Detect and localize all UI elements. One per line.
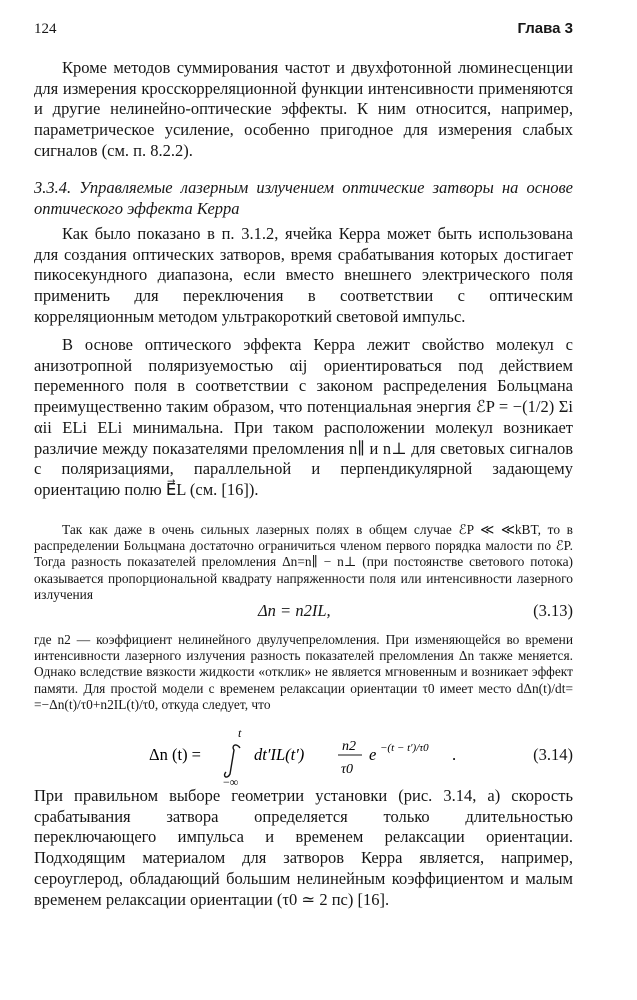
page-number: 124 xyxy=(34,21,57,37)
eq314-integrand: dt′IL(t′) xyxy=(254,745,305,764)
section-title: Управляемые лазерным излучением оптические затворы на основе оптического эффекта Керра xyxy=(34,178,574,218)
chapter-title: Глава 3 xyxy=(517,20,573,37)
paragraph-geometry: При правильном выборе геометрии установки (рис. 3.14, a) скорость срабатывания затвора определяется только длительностью переключающего импульса и временем релаксации ориентации. Подходящим материалом для затворов Керра является, например, сероуглерод, обладающий большим нелинейным коэффициентом и малым временем релаксации ориентации (τ0 ≃ 2 пс) [16]. xyxy=(34,786,573,909)
paragraph-kerr-cell: Как было показано в п. 3.1.2, ячейка Керра может быть использована для создания оптических затворов, время срабатывания которых достигает пикосекундного диапазона, если вместо внешнего электрического поля применить для переключения в соответствии с оптическим корреляционным методом ультракороткий световой импульс. xyxy=(34,224,573,326)
equation-3-14-number: (3.14) xyxy=(533,745,573,764)
equation-3-13-number: (3.13) xyxy=(533,601,573,620)
integral-sign-icon xyxy=(225,745,240,777)
eq314-fraction-denominator: τ0 xyxy=(341,762,354,777)
eq314-fraction-numerator: n2 xyxy=(342,739,356,754)
eq314-exp-base: e xyxy=(369,745,377,764)
eq314-tail: . xyxy=(452,745,457,764)
paragraph-small-boltzmann: Так как даже в очень сильных лазерных полях в общем случае ℰP ≪ ≪kBT, то в распределении Больцмана достаточно ограничиться членом первого порядка малости по ℰP. Тогда разность показателей преломления Δn=n∥ − n⊥ (при постоянстве светового потока) оказывается пропорциональной квадрату напряженности поля или интенсивности лазерного излучения xyxy=(34,522,573,602)
eq314-upper-limit: t xyxy=(238,726,242,740)
paragraph-small-n2: где n2 — коэффициент нелинейного двулучепреломления. При изменяющейся во времени интенсивности лазерного излучения разность показателей преломления Δn также меняется. Однако вследствие вязкости жидкости «отклик» не является мгновенным и возникает эффект памяти. Для простой модели с временем релаксации ориентации τ0 имеет место dΔn(t)/dt= =−Δn(t)/τ0+n2IL(t)/τ0, откуда следует, что xyxy=(34,632,573,712)
paragraph-intro: Кроме методов суммирования частот и двухфотонной люминесценции для измерения кросскорреляционной функции интенсивности применяются и другие нелинейно-оптические эффекты. К ним относится, например, параметрическое усиление, особенно пригодное для измерения слабых сигналов (см. п. 8.2.2). xyxy=(34,58,573,160)
equation-3-13 xyxy=(34,600,573,622)
eq314-exponent: −(t − t′)/τ0 xyxy=(380,742,429,754)
equation-3-13-expression: Δn = n2IL, xyxy=(258,601,331,620)
eq314-lower-limit: −∞ xyxy=(223,775,239,789)
paragraph-kerr-basis: В основе оптического эффекта Керра лежит свойство молекул с анизотропной поляризуемостью αij ориентироваться под действием переменного поля в соответствии с законом распределения Больцмана преимущественно таким образом, что потенциальная энергия ℰP = −(1/2) Σi αii ELi ELi минимальна. При таком расположении молекул возникает различие между показателями преломления n∥ и n⊥ для световых сигналов с поляризациями, параллельной и перпендикулярной задающему ориентацию полю E⃗L (см. [16]). xyxy=(34,335,573,499)
section-number: 3.3.4. xyxy=(34,178,72,197)
eq314-lhs: Δn (t) = xyxy=(149,745,201,764)
equation-3-14 xyxy=(34,720,573,792)
equation-3-14-svg xyxy=(34,720,573,792)
section-heading xyxy=(34,178,573,219)
